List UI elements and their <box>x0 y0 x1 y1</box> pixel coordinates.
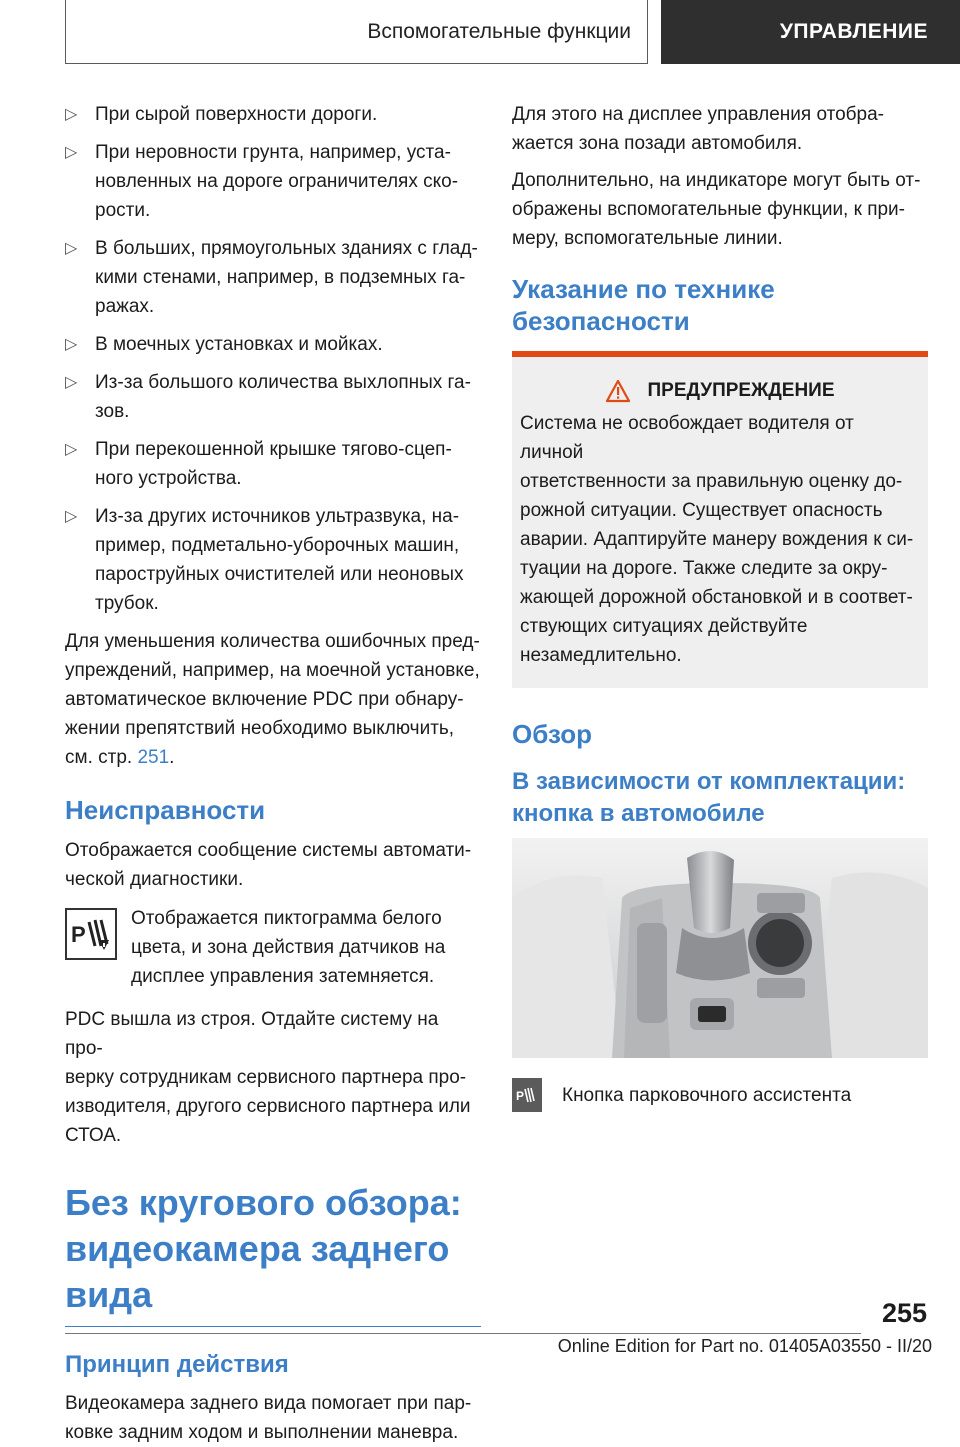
list-item <box>65 330 481 359</box>
overview-heading: Обзор <box>512 719 592 749</box>
triangle-bullet-icon: ▷ <box>65 508 78 525</box>
safety-heading: Указание по технике безопасности <box>512 274 775 336</box>
header-section <box>65 0 648 64</box>
triangle-bullet-icon: ▷ <box>65 106 78 123</box>
principle-text: Видеокамера заднего вида помогает при пар- ковке задним ходом и выполнении маневра. <box>65 1393 472 1443</box>
list-item-text: При неровности грунта, например, уста- новленных на дороге ограничителях ско- рости. <box>95 142 459 221</box>
list-item <box>65 368 481 426</box>
pdc-fault-icon <box>65 908 117 960</box>
rear-camera-heading: Без кругового обзора: видеокамера заднего вида <box>65 1182 462 1315</box>
heading-rule <box>65 1326 481 1327</box>
fault-heading: Неисправности <box>65 795 266 825</box>
center-console-photo <box>512 838 928 1058</box>
icon-description: Отображается пиктограмма белого цвета, и зона действия датчиков на дисплее управления затемняется. <box>131 908 446 987</box>
list-item <box>65 502 481 618</box>
fault-text: Отображается сообщение системы автомати- ческой диагностики. <box>65 840 472 890</box>
header-chapter <box>661 0 960 64</box>
svg-text:P: P <box>516 1089 525 1103</box>
pdc-failure-text: PDC вышла из строя. Отдайте систему на про- верку сотрудникам сервисного партнера про- изводителя, другого сервисного партнера или СТОА. <box>65 1009 471 1146</box>
paragraph-text: Для уменьшения количества ошибочных пред- упреждений, например, на моечной установке, автоматическое включение PDC при обнару- жении препятствий необходимо выключить, см. стр. <box>65 631 480 768</box>
paragraph-end: . <box>169 747 175 768</box>
svg-text:P: P <box>71 922 86 947</box>
center-console-illustration <box>512 838 928 1058</box>
triangle-bullet-icon: ▷ <box>65 144 78 161</box>
triangle-bullet-icon: ▷ <box>65 441 78 458</box>
triangle-bullet-icon: ▷ <box>65 240 78 257</box>
right-column <box>512 100 928 1112</box>
false-warning-paragraph <box>65 627 481 772</box>
list-item-text: При сырой поверхности дороги. <box>95 104 378 125</box>
list-item-text: В больших, прямоугольных зданиях с глад- кими стенами, например, в подземных га- ражах. <box>95 238 478 317</box>
footer-rule <box>65 1333 861 1334</box>
aux-functions-paragraph: Дополнительно, на индикаторе могут быть от- ображены вспомогательные функции, к при- меру, вспомогательные линии. <box>512 170 921 249</box>
edition-line: Online Edition for Part no. 01405A03550 - II/20 <box>557 1336 932 1356</box>
page-number: 255 <box>881 1298 927 1328</box>
warning-title: ПРЕДУПРЕЖДЕНИЕ <box>647 380 835 401</box>
park-assist-button-icon <box>512 1078 542 1112</box>
list-item <box>65 100 481 129</box>
triangle-bullet-icon: ▷ <box>65 374 78 391</box>
warning-text: Система не освобождает водителя от личной ответственности за правильную оценку до- рожной ситуации. Существует опасность аварии. Адаптируйте манеру вождения к си- туации на дороге. Также следите за окру- жающей дорожной обстановкой и в соответ- ствующих ситуациях действуйте незамедлительно. <box>520 413 914 666</box>
caption-row <box>512 1078 928 1112</box>
header-section-title: Вспомогательные функции <box>367 19 631 43</box>
pdc-icon-row <box>65 904 481 991</box>
variant-heading: В зависимости от комплектации: кнопка в автомобиле <box>512 768 906 827</box>
list-item <box>65 234 481 321</box>
page-reference-link[interactable]: 251 <box>137 747 170 768</box>
principle-heading: Принцип действия <box>65 1351 289 1378</box>
warning-triangle-icon <box>605 379 631 403</box>
display-paragraph: Для этого на дисплее управления отобра- жается зона позади автомобиля. <box>512 104 884 154</box>
warning-box <box>512 351 928 688</box>
list-item-text: Из-за большого количества выхлопных га- зов. <box>95 372 471 422</box>
list-item <box>65 138 481 225</box>
list-item-text: В моечных установках и мойках. <box>95 334 383 355</box>
photo-caption: Кнопка парковочного ассистента <box>562 1084 852 1106</box>
left-column <box>65 100 481 1447</box>
header-chapter-title: УПРАВЛЕНИЕ <box>779 20 928 43</box>
list-item-text: При перекошенной крышке тягово-сцеп- ного устройства. <box>95 439 452 489</box>
bullet-list <box>65 100 481 618</box>
list-item <box>65 435 481 493</box>
warning-title-row <box>520 379 920 403</box>
list-item-text: Из-за других источников ультразвука, на- пример, подметально-уборочных машин, пароструйных очистителей или неоновых трубок. <box>95 506 464 614</box>
triangle-bullet-icon: ▷ <box>65 336 78 353</box>
